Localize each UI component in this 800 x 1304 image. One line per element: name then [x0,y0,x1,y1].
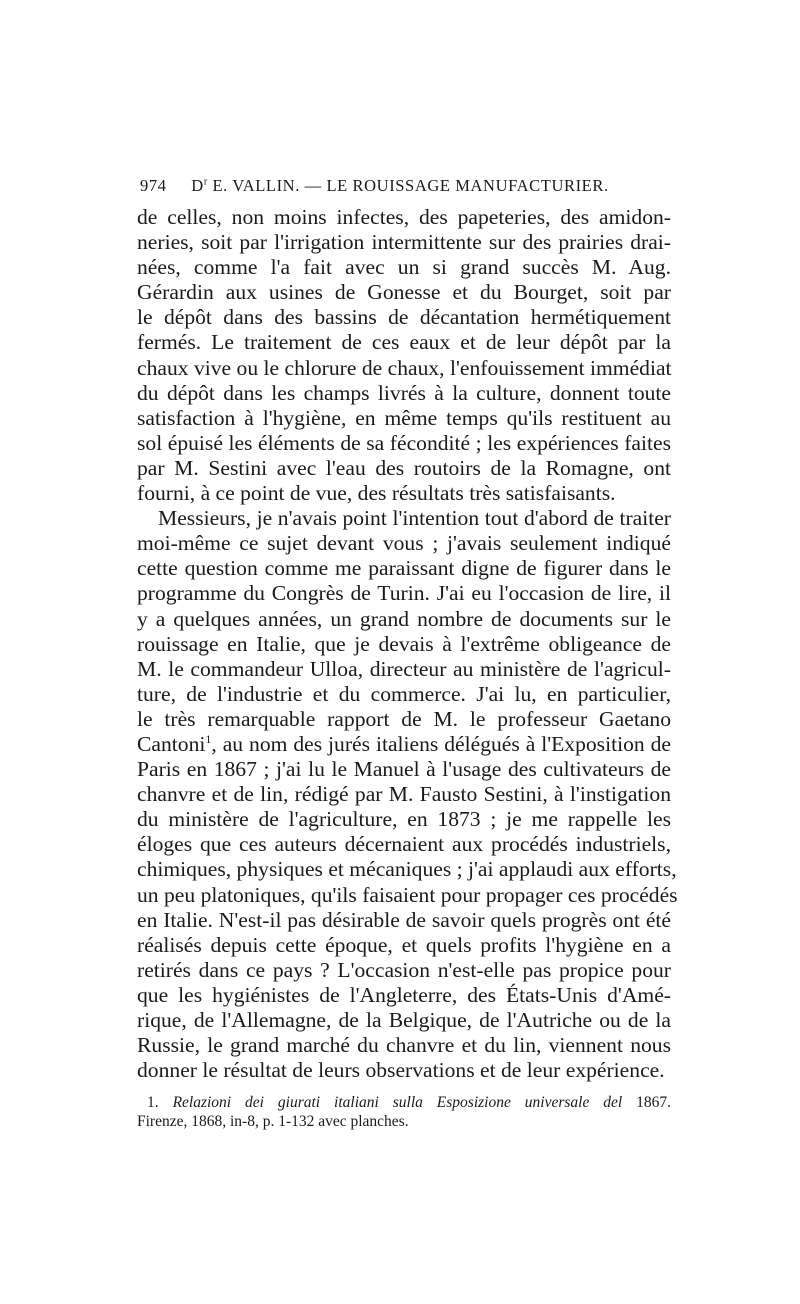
text-line: neries, soit par l'irrigation intermittente sur des prairies drai- [137,230,671,255]
text-line: moi-même ce sujet devant vous ; j'avais seulement indiqué [137,531,671,556]
text-line: M. le commandeur Ulloa, directeur au ministère de l'agricul- [137,656,671,681]
text-line: satisfaction à l'hygiène, en même temps qu'ils restituent au [137,405,671,430]
text-line [137,732,671,757]
text-line: que les hygiénistes de l'Angleterre, des États-Unis d'Amé- [137,982,671,1007]
text-line: Paris en 1867 ; j'ai lu le Manuel à l'usage des cultivateurs de [137,757,671,782]
text-line: le très remarquable rapport de M. le professeur Gaetano [137,706,671,731]
text-line: du ministère de l'agriculture, en 1873 ; je me rappelle les [137,807,671,832]
body-text [137,205,678,1083]
text-line: sol épuisé les éléments de sa fécondité ; les expériences faites [137,430,671,455]
text-line: fermés. Le traitement de ces eaux et de leur dépôt par la [137,330,671,355]
text-line: chimiques, physiques et mécaniques ; j'ai applaudi aux efforts, [137,857,677,882]
text-line: le dépôt dans des bassins de décantation hermétiquement [137,305,671,330]
text-line: un peu platoniques, qu'ils faisaient pour propager ces procédés [137,882,678,907]
footnote-line [137,1093,671,1112]
paragraph-2 [137,506,678,1083]
text-line: rouissage en Italie, que je devais à l'extrême obligeance de [137,631,671,656]
footnote-marker[interactable]: 1 [205,731,212,746]
text-fragment: Cantoni [137,731,206,756]
text-line: donner le résultat de leurs observations et de leur expérience. [137,1058,665,1083]
footnote-citation-title: Relazioni dei giurati italiani sulla Esposizione universale del [172,1094,623,1111]
text-line: réalisés depuis cette époque, et quels profits l'hygiène en a [137,932,671,957]
text-line: fourni, à ce point de vue, des résultats très satisfaisants. [137,481,616,506]
paragraph-1 [137,205,671,506]
text-line: y a quelques années, un grand nombre de documents sur le [137,606,671,631]
text-line: en Italie. N'est-il pas désirable de savoir quels progrès ont été [137,907,671,932]
text-line: du dépôt dans les champs livrés à la culture, donnent toute [137,380,671,405]
title-superscript: r [203,176,208,188]
text-line: Gérardin aux usines de Gonesse et du Bourget, soit par [137,280,671,305]
running-title: $D^r$ E. VALLIN. — LE ROUISSAGE MANUFACTURIER. [191,176,609,195]
text-line: cette question comme me paraissant digne de figurer dans le [137,556,671,581]
text-line: ture, de l'industrie et du commerce. J'ai lu, en particulier, [137,681,671,706]
text-line: Russie, le grand marché du chanvre et du lin, viennent nous [137,1033,671,1058]
text-line: rique, de l'Allemagne, de la Belgique, de l'Autriche ou de la [137,1008,671,1032]
footnote-number: 1. [147,1094,159,1111]
text-line: par M. Sestini avec l'eau des routoirs de la Romagne, ont [137,455,671,480]
text-line: de celles, non moins infectes, des papeteries, des amidon- [137,205,671,229]
text-line: chanvre et de lin, rédigé par M. Fausto Sestini, à l'instigation [137,782,671,807]
text-fragment: , au nom des jurés italiens délégués à l'Exposition de [211,731,671,756]
footnote-year: 1867. [636,1094,672,1111]
page-number: 974 [140,176,167,195]
text-line: éloges que ces auteurs décernaient aux procédés industriels, [137,832,671,857]
text-line: programme du Congrès de Turin. J'ai eu l'occasion de lire, il [137,581,671,606]
text-line: nées, comme l'a fait avec un si grand succès M. Aug. [137,255,671,280]
text-line: retirés dans ce pays ? L'occasion n'est-elle pas propice pour [137,957,671,982]
text-line: chaux vive ou le chlorure de chaux, l'enfouissement immédiat [137,355,672,380]
running-head [140,176,668,198]
footnote-line: Firenze, 1868, in-8, p. 1-132 avec planches. [137,1113,409,1130]
footnotes [137,1093,671,1131]
text-line: Messieurs, je n'avais point l'intention tout d'abord de traiter [158,506,671,531]
